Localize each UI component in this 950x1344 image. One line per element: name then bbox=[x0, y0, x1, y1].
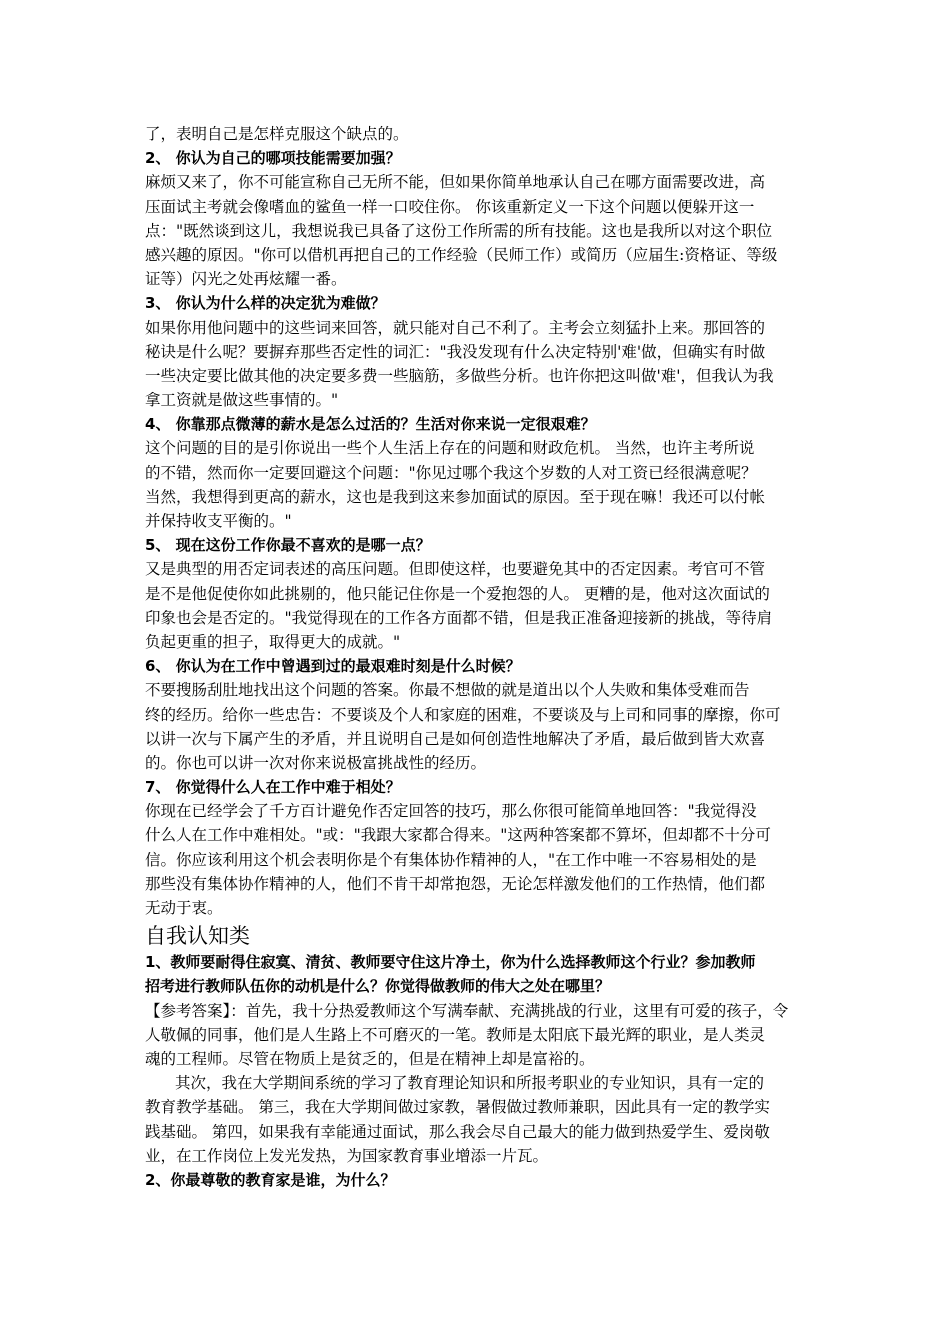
document-page bbox=[145, 122, 810, 1192]
text-line: 终的经历。给你一些忠告：不要谈及个人和家庭的困难，不要谈及与上司和同事的摩擦，你可 bbox=[145, 705, 781, 724]
question-line: 招考进行教师队伍你的动机是什么？你觉得做教师的伟大之处在哪里？ bbox=[145, 977, 611, 996]
text-line: 麻烦又来了，你不可能宣称自己无所不能，但如果你简单地承认自己在哪方面需要改进，高 bbox=[145, 173, 766, 192]
text-line: 什么人在工作中难相处。"或："我跟大家都合得来。"这两种答案都不算坏，但却都不十分可 bbox=[145, 826, 771, 845]
text-line: 信。你应该利用这个机会表明你是个有集体协作精神的人，"在工作中唯一不容易相处的是 bbox=[145, 850, 757, 869]
text-line: 印象也会是否定的。"我觉得现在的工作各方面都不错，但是我正准备迎接新的挑战，等待肩 bbox=[145, 608, 773, 627]
question-line: 6、 你认为在工作中曾遇到过的最艰难时刻是什么时候？ bbox=[145, 657, 521, 676]
question-line: 1、教师要耐得住寂寞、清贫、教师要守住这片净土，你为什么选择教师这个行业？参加教师 bbox=[145, 953, 756, 972]
text-line: 又是典型的用否定词表述的高压问题。但即使这样，也要避免其中的否定因素。考官可不管 bbox=[145, 560, 766, 579]
question-line: 7、 你觉得什么人在工作中难于相处？ bbox=[145, 778, 401, 797]
question-line: 2、你最尊敬的教育家是谁，为什么？ bbox=[145, 1170, 396, 1189]
text-line: 的不错，然而你一定要回避这个问题："你见过哪个我这个岁数的人对工资已经很满意呢？ bbox=[145, 463, 757, 482]
text-line: 教育教学基础。 第三，我在大学期间做过家教，暑假做过教师兼职，因此具有一定的教学实 bbox=[145, 1098, 770, 1117]
text-line: 以讲一次与下属产生的矛盾，并且说明自己是如何创造性地解决了矛盾，最后做到皆大欢喜 bbox=[145, 729, 766, 748]
text-line: 无动于衷。 bbox=[145, 899, 223, 917]
text-line: 这个问题的目的是引你说出一些个人生活上存在的问题和财政危机。 当然，也许主考所说 bbox=[145, 439, 755, 458]
question-line: 2、 你认为自己的哪项技能需要加强？ bbox=[145, 149, 401, 168]
text-line: 证等）闪光之处再炫耀一番。 bbox=[145, 270, 347, 289]
text-line: 人敬佩的同事，他们是人生路上不可磨灭的一笔。教师是太阳底下最光辉的职业，是人类灵 bbox=[145, 1025, 766, 1044]
section-heading: 自我认知类 bbox=[145, 924, 250, 949]
text-line: 拿工资就是做这些事情的。" bbox=[145, 391, 339, 410]
text-line: 魂的工程师。尽管在物质上是贫乏的，但是在精神上却是富裕的。 bbox=[145, 1049, 595, 1068]
text-line: 负起更重的担子，取得更大的成就。" bbox=[145, 632, 401, 651]
text-line: 如果你用他问题中的这些词来回答，就只能对自己不利了。主考会立刻猛扑上来。那回答的 bbox=[145, 318, 766, 337]
question-line: 3、 你认为什么样的决定犹为难做？ bbox=[145, 294, 386, 313]
text-line: 【参考答案】：首先，我十分热爱教师这个写满奉献、充满挑战的行业，这里有可爱的孩子，令 bbox=[145, 1001, 789, 1020]
text-line: 了，表明自己是怎样克服这个缺点的。 bbox=[145, 125, 409, 143]
text-line: 压面试主考就会像嗜血的鲨鱼一样一口咬住你。 你该重新定义一下这个问题以便躲开这一 bbox=[145, 197, 755, 216]
text-line: 践基础。 第四，如果我有幸能通过面试，那么我会尽自己最大的能力做到热爱学生、爱岗敬 bbox=[145, 1122, 770, 1141]
text-line: 不要搜肠刮肚地找出这个问题的答案。你最不想做的就是道出以个人失败和集体受难而告 bbox=[145, 681, 750, 700]
text-line: 秘诀是什么呢？要摒弃那些否定性的词汇："我没发现有什么决定特别'难'做，但确实有时做 bbox=[145, 342, 766, 361]
text-line: 点："既然谈到这儿，我想说我已具备了这份工作所需的所有技能。这也是我所以对这个职位 bbox=[145, 221, 773, 240]
text-line: 感兴趣的原因。"你可以借机再把自己的工作经验（民师工作）或简历（应届生:资格证、等级 bbox=[145, 245, 778, 264]
text-line: 当然，我想得到更高的薪水，这也是我到这来参加面试的原因。至于现在嘛！我还可以付帐 bbox=[145, 487, 766, 506]
question-line: 4、 你靠那点微薄的薪水是怎么过活的？生活对你来说一定很艰难？ bbox=[145, 415, 596, 434]
question-line: 5、 现在这份工作你最不喜欢的是哪一点？ bbox=[145, 536, 431, 555]
text-line: 并保持收支平衡的。" bbox=[145, 512, 292, 530]
text-line: 你现在已经学会了千方百计避免作否定回答的技巧，那么你很可能简单地回答："我觉得没 bbox=[145, 802, 757, 821]
text-line: 是不是他促使你如此挑剔的，他只能记住你是一个爱抱怨的人。 更糟的是，他对这次面试的 bbox=[145, 584, 770, 603]
text-line: 的。你也可以讲一次对你来说极富挑战性的经历。 bbox=[145, 753, 487, 772]
text-line: 其次，我在大学期间系统的学习了教育理论知识和所报考职业的专业知识，具有一定的 bbox=[175, 1074, 765, 1093]
text-line: 业，在工作岗位上发光发热，为国家教育事业增添一片瓦。 bbox=[145, 1146, 549, 1165]
text-line: 一些决定要比做其他的决定要多费一些脑筋，多做些分析。也许你把这叫做'难'，但我认为我 bbox=[145, 366, 774, 385]
text-line: 那些没有集体协作精神的人，他们不肯干却常抱怨，无论怎样激发他们的工作热情，他们都 bbox=[145, 874, 766, 893]
